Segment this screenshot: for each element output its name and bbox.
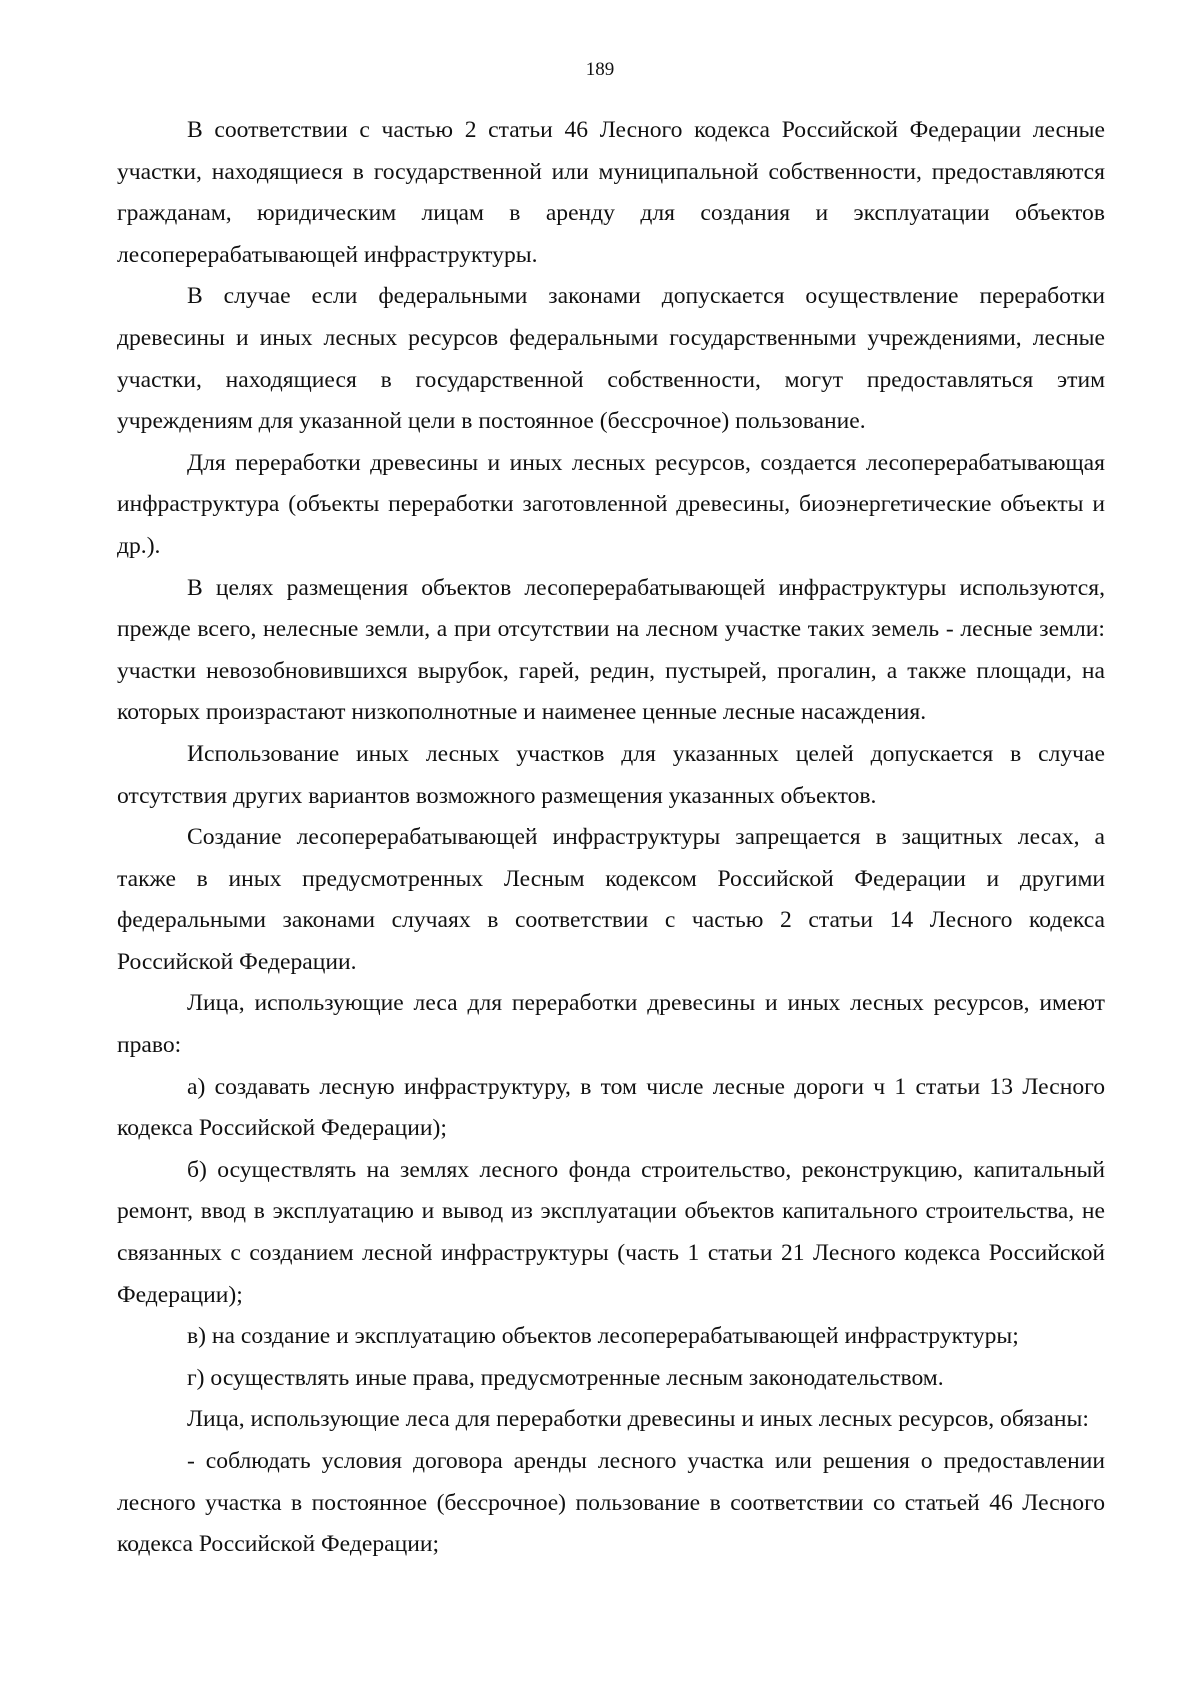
document-body xyxy=(117,110,1105,1566)
paragraph-1: В соответствии с частью 2 статьи 46 Лесного кодекса Российской Федерации лесные участки, находящиеся в государственной или муниципальной собственности, предоставляются гражданам, юридическим лицам в аренду для создания и эксплуатации объектов лесоперерабатывающей инфраструктуры. xyxy=(117,117,1105,268)
page-number: 189 xyxy=(585,59,615,80)
paragraph-4: В целях размещения объектов лесоперерабатывающей инфраструктуры используются, прежде всего, нелесные земли, а при отсутствии на лесном участке таких земель - лесные земли: участки невозобновившихся вырубок, гарей, редин, пустырей, прогалин, а также площади, на которых произрастают низкополнотные и наименее ценные лесные насаждения. xyxy=(117,574,1105,726)
list-item-dash: - соблюдать условия договора аренды лесного участка или решения о предоставлении лесного участка в постоянное (бессрочное) пользование в соответствии со статьей 46 Лесного кодекса Российской Федерации; xyxy=(117,1448,1105,1558)
list-item-a: а) создавать лесную инфраструктуру, в том числе лесные дороги ч 1 статьи 13 Лесного кодекса Российской Федерации); xyxy=(117,1073,1105,1142)
paragraph-2: В случае если федеральными законами допускается осуществление переработки древесины и иных лесных ресурсов федеральными государственными учреждениями, лесные участки, находящиеся в государственной собственности, могут предоставляться этим учреждениям для указанной цели в постоянное (бессрочное) пользование. xyxy=(117,283,1105,435)
list-item-g: г) осуществлять иные права, предусмотренные лесным законодательством. xyxy=(187,1364,944,1391)
paragraph-3: Для переработки древесины и иных лесных ресурсов, создается лесоперерабатывающая инфраструктура (объекты переработки заготовленной древесины, биоэнергетические объекты и др.). xyxy=(117,449,1105,559)
paragraph-5: Использование иных лесных участков для указанных целей допускается в случае отсутствия других вариантов возможного размещения указанных объектов. xyxy=(117,740,1105,809)
paragraph-obligations: Лица, использующие леса для переработки древесины и иных лесных ресурсов, обязаны: xyxy=(187,1406,1089,1433)
paragraph-7: Лица, использующие леса для переработки древесины и иных лесных ресурсов, имеют право: xyxy=(117,990,1105,1059)
list-item-v: в) на создание и эксплуатацию объектов лесоперерабатывающей инфраструктуры; xyxy=(187,1323,1019,1350)
list-item-b: б) осуществлять на землях лесного фонда строительство, реконструкцию, капитальный ремонт, ввод в эксплуатацию и вывод из эксплуатации объектов капитального строительства, не связанных с созданием лесной инфраструктуры (часть 1 статьи 21 Лесного кодекса Российской Федерации); xyxy=(117,1156,1105,1308)
paragraph-6: Создание лесоперерабатывающей инфраструктуры запрещается в защитных лесах, а также в иных предусмотренных Лесным кодексом Российской Федерации и другими федеральными законами случаях в соответствии с частью 2 статьи 14 Лесного кодекса Российской Федерации. xyxy=(117,824,1105,975)
